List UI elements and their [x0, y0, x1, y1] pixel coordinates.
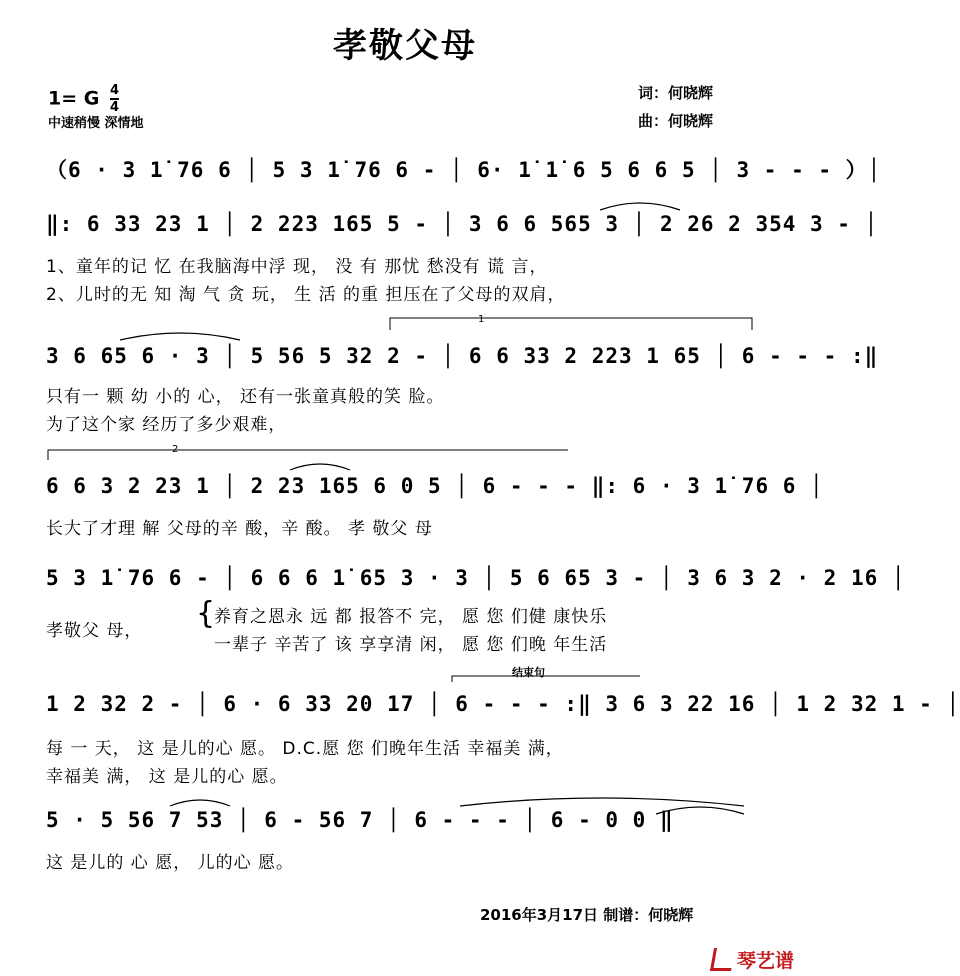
slur	[290, 464, 350, 470]
ending-bracket	[452, 676, 640, 682]
logo-text: 琴艺谱	[737, 950, 795, 972]
volta-2-bracket	[48, 450, 568, 460]
ending-label: 结束句	[512, 666, 545, 679]
slur	[656, 807, 744, 814]
music-line-5: 5 3 1̇ 76 6 - │ 6 6 6 1̇ 65 3 · 3 │ 5 6 65 3 - │ 3 6 3 2 · 2 16 │	[46, 566, 906, 590]
lyric-line-4a: 长大了才理 解 父母的辛 酸，辛 酸。 孝 敬父 母	[46, 519, 433, 539]
lyricist-credit: 词：何晓辉	[638, 84, 714, 102]
volta-1-label: 1	[478, 314, 485, 325]
lyric-line-2b: 2、儿时的无 知 淘 气 贪 玩， 生 活 的重 担压在了父母的双肩，	[46, 285, 566, 305]
footer-credit: 2016年3月17日 制谱：何晓辉	[480, 906, 694, 924]
music-line-3: 3 6 65 6 · 3 │ 5 56 5 32 2 - │ 6 6 33 2 223 1 65 │ 6 - - - :‖	[46, 344, 879, 368]
lyric-line-5a: 养育之恩永 远 都 报答不 完， 愿 您 们健 康快乐	[214, 607, 608, 627]
meter-top: 4	[109, 83, 120, 98]
music-line-2: ‖: 6 33 23 1 │ 2 223 165 5 - │ 3 6 6 565 3 │ 2 26 2 354 3 - │	[46, 212, 879, 236]
page-title: 孝敬父母	[333, 26, 477, 66]
lyric-line-2a: 1、童年的记 忆 在我脑海中浮 现， 没 有 那忧 愁没有 谎 言，	[46, 257, 548, 277]
lyric-line-6a: 每 一 天， 这 是儿的心 愿。 D.C.愿 您 们晚年生活 幸福美 满，	[46, 739, 564, 759]
logo-icon	[710, 948, 735, 971]
music-line-4: 6 6 3 2 23 1 │ 2 23 165 6 0 5 │ 6 - - - ‖: 6 · 3 1̇ 76 6 │	[46, 474, 824, 498]
lyric-line-3a: 只有一 颗 幼 小的 心， 还有一张童真般的笑 脸。	[46, 387, 445, 407]
tempo-marking: 中速稍慢 深情地	[48, 116, 144, 131]
verse-brace: {	[196, 596, 216, 631]
slur	[460, 798, 744, 806]
key-label: 1= G	[48, 87, 100, 110]
lyric-line-5b: 一辈子 辛苦了 该 享享清 闲， 愿 您 们晚 年生活	[214, 635, 608, 655]
site-logo	[712, 946, 794, 973]
music-line-7: 5 · 5 56 7 53 │ 6 - 56 7 │ 6 - - - │ 6 - 0 0 ‖	[46, 808, 674, 832]
volta-2-label: 2	[172, 444, 179, 455]
slur	[600, 203, 680, 210]
slur	[170, 800, 230, 806]
slur	[120, 333, 240, 340]
lyric-line-3b: 为了这个家 经历了多少艰难，	[46, 415, 287, 435]
music-line-6: 1 2 32 2 - │ 6 · 6 33 20 17 │ 6 - - - :‖ 3 6 3 22 16 │ 1 2 32 1 - │	[46, 692, 960, 716]
composer-credit: 曲：何晓辉	[638, 112, 714, 130]
lyric-line-5-lead: 孝敬父 母，	[46, 621, 143, 641]
music-line-1: （6 · 3 1̇ 76 6 │ 5 3 1̇ 76 6 - │ 6· 1̇ 1̇ 6 5 6 6 5 │ 3 - - - ）│	[46, 158, 882, 182]
volta-1-bracket	[390, 318, 752, 330]
meter-bottom: 4	[109, 100, 120, 115]
lyric-line-7a: 这 是儿的 心 愿， 儿的心 愿。	[46, 853, 295, 873]
lyric-line-6b: 幸福美 满， 这 是儿的心 愿。	[46, 767, 288, 787]
